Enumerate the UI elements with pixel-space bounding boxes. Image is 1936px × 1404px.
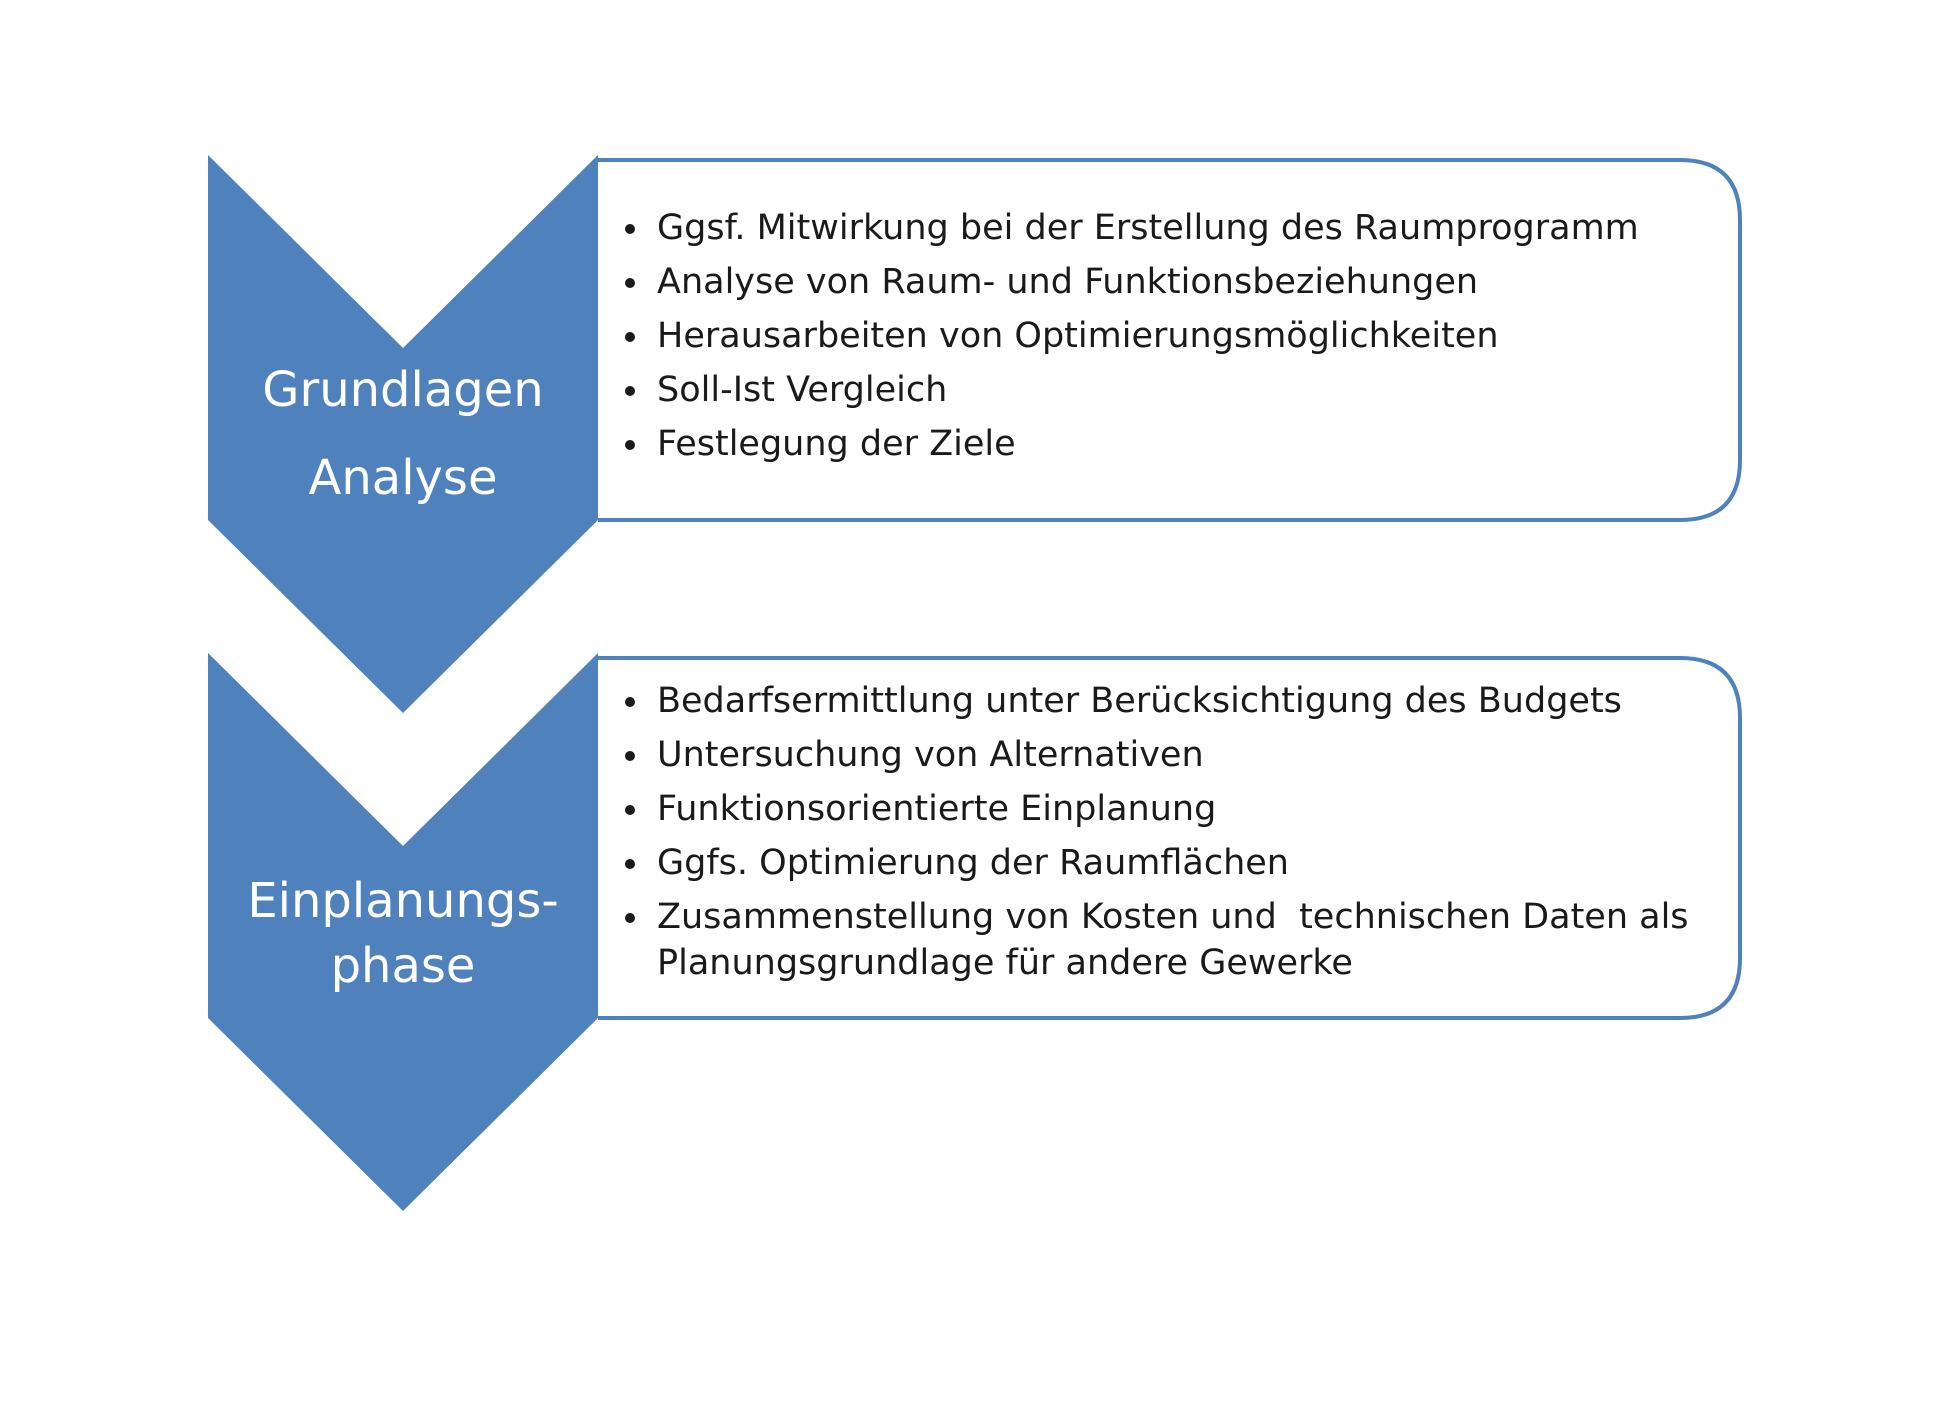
step-2-item-1: Bedarfsermittlung unter Berücksichtigung des Budgets	[622, 678, 1702, 724]
step-1-item-3: Herausarbeiten von Optimierungsmöglichkeiten	[622, 313, 1702, 359]
step-1-chevron	[208, 155, 598, 713]
step-1-bullet-list	[622, 205, 1702, 475]
step-1-item-1: Ggsf. Mitwirkung bei der Erstellung des Raumprogramm	[622, 205, 1702, 251]
step-2-item-5: Zusammenstellung von Kosten und technischen Daten als Planungsgrundlage für andere Gewerke	[622, 894, 1702, 986]
step-1-item-4: Soll-Ist Vergleich	[622, 367, 1702, 413]
step-2-item-4: Ggfs. Optimierung der Raumflächen	[622, 840, 1702, 886]
step-2-bullet-list	[622, 678, 1702, 994]
step-2-item-3: Funktionsorientierte Einplanung	[622, 786, 1702, 832]
step-2-title-line-2: phase	[330, 938, 476, 994]
step-1-item-5: Festlegung der Ziele	[622, 421, 1702, 467]
step-1-title-line-1: Grundlagen	[262, 362, 544, 418]
step-2-chevron	[208, 653, 598, 1211]
step-2-title-line-1: Einplanungs-	[247, 873, 559, 929]
step-1-item-2: Analyse von Raum- und Funktionsbeziehungen	[622, 259, 1702, 305]
step-1-title-line-2: Analyse	[308, 450, 498, 506]
step-2-item-2: Untersuchung von Alternativen	[622, 732, 1702, 778]
